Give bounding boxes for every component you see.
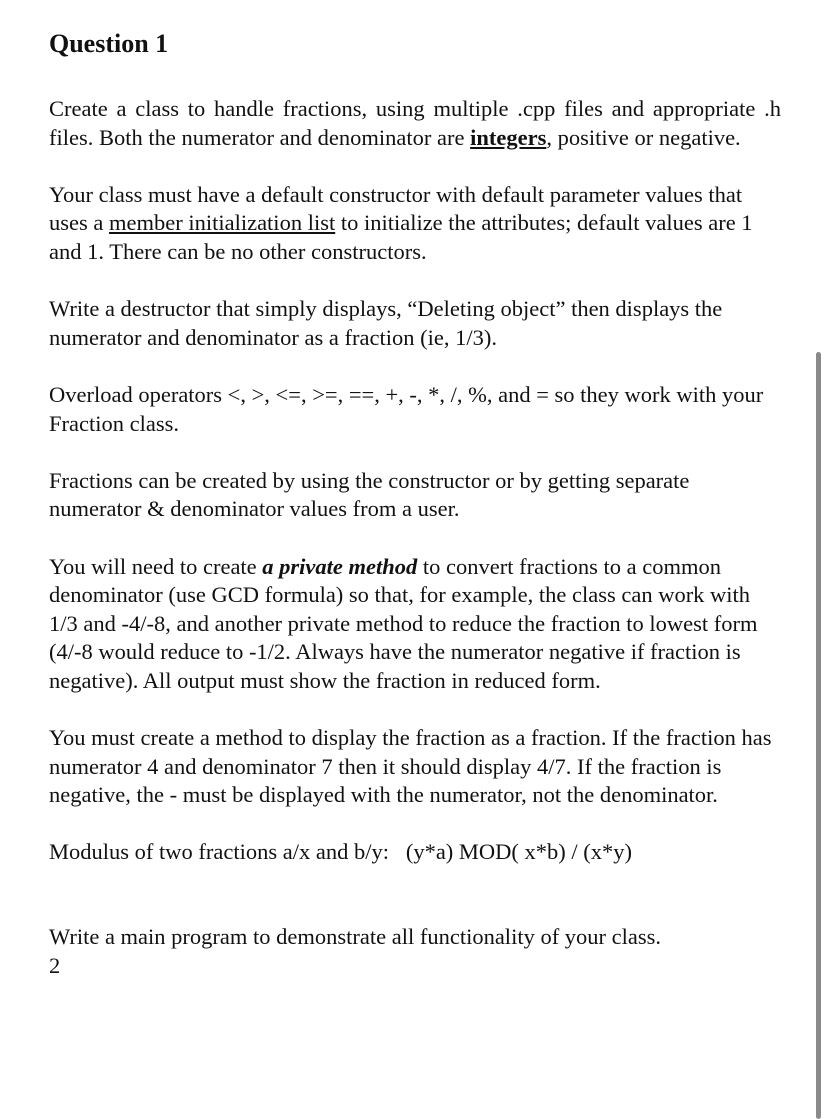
p6-text-after: to convert fractions to a common denominator (use GCD formula) so that, for example, the class can work with 1/3 and -4/-8, and another private method to reduce the fraction to lowest form (4/-8 would reduce to -1/2. Always have the numerator negative if fraction is negative). All output must show the fraction in reduced form. <box>49 553 758 693</box>
p1-text-after: , positive or negative. <box>546 124 741 150</box>
p2-text-after: to initialize the attributes; default values are 1 and 1. There can be no other constructors. <box>49 210 753 264</box>
paragraph-display-method: You must create a method to display the fraction as a fraction. If the fraction has numerator 4 and denominator 7 then it should display 4/7. If the fraction is negative, the - must be displayed with the numerator, not the denominator. <box>49 725 772 808</box>
p1-emphasis-integers: integers <box>470 124 547 150</box>
p6-emphasis-private-method: a private method <box>262 553 418 579</box>
question-heading: Question 1 <box>49 29 169 58</box>
paragraph-class-requirements <box>49 95 781 152</box>
document-page <box>49 26 781 980</box>
paragraph-destructor: Write a destructor that simply displays, “Deleting object” then displays the numerator and denominator as a fraction (ie, 1/3). <box>49 296 723 350</box>
vertical-scrollbar[interactable] <box>816 352 821 1119</box>
page-number: 2 <box>49 952 61 978</box>
p6-text-before: You will need to create <box>49 553 263 579</box>
paragraph-main-program: Write a main program to demonstrate all functionality of your class. <box>49 924 662 950</box>
paragraph-modulus: Modulus of two fractions a/x and b/y: (y*a) MOD( x*b) / (x*y) <box>49 839 633 865</box>
p2-text-before: Your class must have a default constructor with default parameter values that uses a <box>49 181 743 236</box>
paragraph-operators: Overload operators <, >, <=, >=, ==, +, -, *, /, %, and = so they work with your Fraction class. <box>49 381 764 436</box>
paragraph-creation: Fractions can be created by using the constructor or by getting separate numerator & denominator values from a user. <box>49 467 690 522</box>
paragraph-constructor <box>49 181 781 267</box>
p2-emphasis-member-init: member initialization list <box>109 210 336 236</box>
paragraph-private-methods <box>49 553 781 696</box>
p1-text-before: Create a class to handle fractions, using multiple .cpp files and appropriate .h files. Both the numerator and denominator are <box>49 96 781 150</box>
